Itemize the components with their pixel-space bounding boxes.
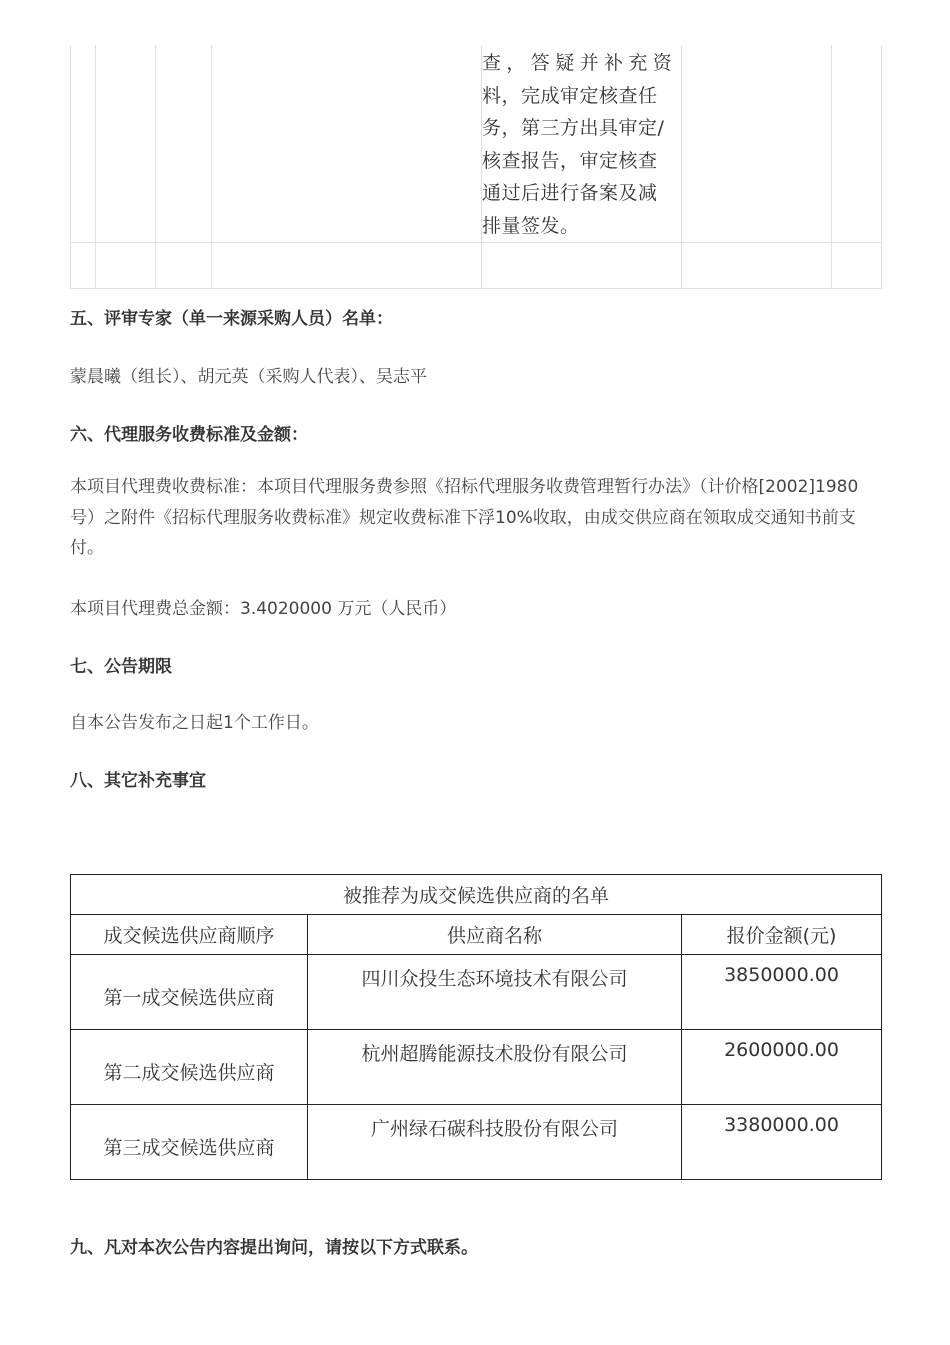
section6-heading: 六、代理服务收费标准及金额：	[70, 425, 308, 445]
candidate-name: 杭州超腾能源技术股份有限公司	[308, 1030, 682, 1105]
table-caption-row	[71, 875, 882, 915]
cell-line: 通过后进行备案及减	[482, 182, 658, 204]
section7-heading: 七、公告期限	[70, 657, 172, 677]
service-description-cell	[482, 45, 682, 243]
section8-heading: 八、其它补充事宜	[70, 771, 206, 791]
table-row	[71, 955, 882, 1030]
section9-heading: 九、凡对本次公告内容提出询问，请按以下方式联系。	[70, 1238, 478, 1258]
cell-line: 务，第三方出具审定/	[482, 117, 665, 139]
column-header: 成交候选供应商顺序	[71, 915, 308, 955]
candidate-amount: 3850000.00	[682, 955, 882, 1030]
notice-period-text: 自本公告发布之日起1个工作日。	[70, 713, 319, 733]
table-header-row	[71, 915, 882, 955]
fee-total-text: 本项目代理费总金额：3.4020000 万元（人民币）	[70, 599, 457, 619]
candidate-rank: 第三成交候选供应商	[71, 1105, 308, 1180]
fee-standard-text: 本项目代理费收费标准：本项目代理服务费参照《招标代理服务收费管理暂行办法》（计价格[2002]1980号）之附件《招标代理服务收费标准》规定收费标准下浮10%收取，由成交供应商在领取成交通知书前支付。	[70, 477, 859, 558]
cell-line: 核查报告，审定核查	[482, 149, 658, 172]
table-row	[71, 1030, 882, 1105]
cell-line: 料，完成审定核查任	[482, 84, 658, 107]
table-row	[71, 243, 882, 289]
expert-list: 蒙晨曦（组长）、胡元英（采购人代表）、吴志平	[70, 367, 427, 387]
candidate-name: 广州绿石碳科技股份有限公司	[308, 1105, 682, 1180]
table-row	[71, 45, 882, 243]
cell-line: 查，答疑并补充资	[482, 52, 678, 74]
candidates-table	[70, 874, 882, 1180]
candidate-amount: 2600000.00	[682, 1030, 882, 1105]
candidate-name: 四川众投生态环境技术有限公司	[308, 955, 682, 1030]
column-header: 供应商名称	[308, 915, 682, 955]
candidate-rank: 第一成交候选供应商	[71, 955, 308, 1030]
table-row	[71, 1105, 882, 1180]
section5-heading: 五、评审专家（单一来源采购人员）名单：	[70, 309, 393, 329]
candidate-amount: 3380000.00	[682, 1105, 882, 1180]
candidate-rank: 第二成交候选供应商	[71, 1030, 308, 1105]
requirements-table-continuation	[70, 45, 882, 289]
cell-line: 排量签发。	[482, 214, 580, 237]
table-caption: 被推荐为成交候选供应商的名单	[71, 875, 882, 915]
column-header: 报价金额(元)	[682, 915, 882, 955]
